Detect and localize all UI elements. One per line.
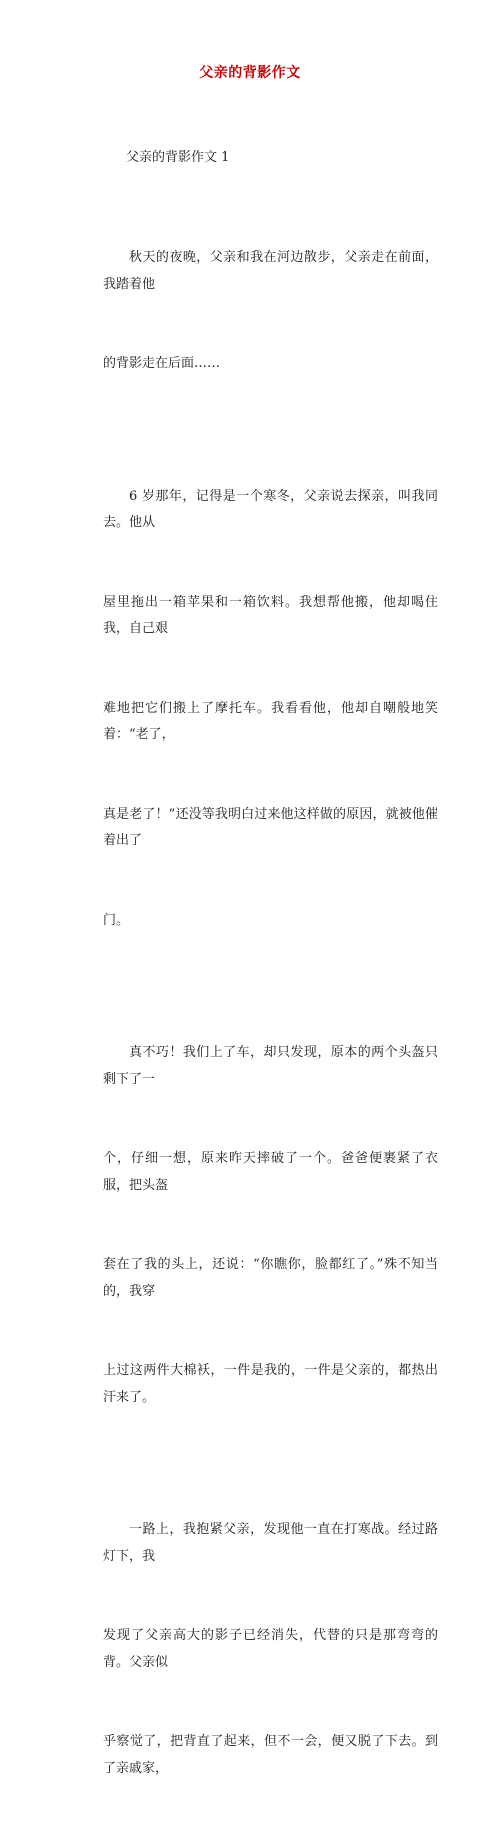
paragraph-line: 真不巧！我们上了车，却只发现，原本的两个头盔只剩下了一 bbox=[103, 1045, 438, 1087]
paragraph-line: 套在了我的头上，还说：“你瞧你，脸都红了。”殊不知当的，我穿 bbox=[103, 1257, 438, 1299]
paragraph-line: 秋天的夜晚，父亲和我在河边散步，父亲走在前面，我踏着他 bbox=[103, 250, 438, 292]
paragraph-3 bbox=[103, 987, 438, 1464]
paragraph-4 bbox=[103, 1464, 438, 1835]
paragraph-line: 6 岁那年，记得是一个寒冬，父亲说去探亲，叫我同去。他从 bbox=[103, 488, 438, 530]
essay-heading: 父亲的背影作文 1 bbox=[126, 150, 230, 165]
essay-body bbox=[103, 192, 438, 1835]
paragraph-line: 屋里拖出一箱苹果和一箱饮料。我想帮他搬，他却喝住我，自己艰 bbox=[103, 594, 438, 636]
paragraph-line: 的背影走在后面…… bbox=[103, 356, 221, 371]
paragraph-1 bbox=[103, 192, 438, 431]
paragraph-line: 个，仔细一想，原来昨天摔破了一个。爸爸便裹紧了衣服，把头盔 bbox=[103, 1151, 438, 1193]
paragraph-line: 乎察觉了，把背直了起来，但不一会，便又脱了下去。到了亲戚家， bbox=[103, 1734, 438, 1776]
paragraph-line: 门。 bbox=[103, 912, 130, 928]
document-title: 父亲的背影作文 bbox=[199, 65, 301, 81]
paragraph-line: 真是老了！”还没等我明白过来他这样做的原因，就被他催着出了 bbox=[103, 806, 438, 848]
paragraph-2 bbox=[103, 431, 438, 988]
paragraph-line: 发现了父亲高大的影子已经消失，代替的只是那弯弯的背。父亲似 bbox=[103, 1628, 438, 1670]
paragraph-line: 难地把它们搬上了摩托车。我看看他，他却自嘲般地笑着：“老了， bbox=[103, 700, 438, 742]
paragraph-line: 上过这两件大棉袄，一件是我的，一件是父亲的，都热出汗来了。 bbox=[103, 1363, 438, 1405]
paragraph-line: 一路上，我抱紧父亲，发现他一直在打寒战。经过路灯下，我 bbox=[103, 1522, 438, 1564]
